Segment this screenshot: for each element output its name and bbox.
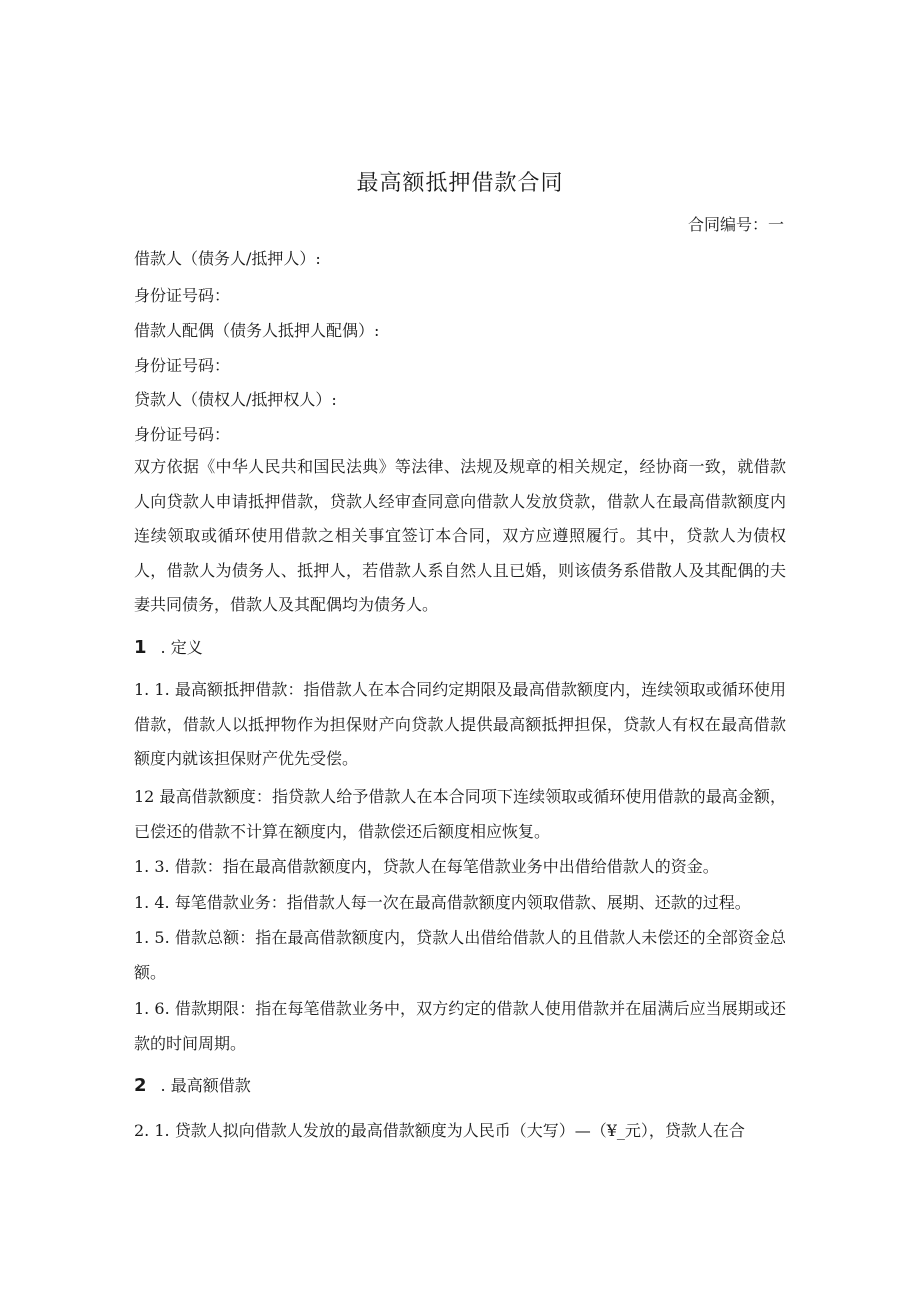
section-1-heading <box>134 635 203 658</box>
section-1-number: 1 <box>134 637 147 658</box>
clause-1-2: 12 最高借款额度：指贷款人给予借款人在本合同项下连续领取或循环使用借款的最高金额，已偿还的借款不计算在额度内，借款偿还后额度相应恢复。 <box>134 787 786 841</box>
section-2-heading <box>134 1073 251 1096</box>
section-2-label: . 最高额借款 <box>160 1076 251 1095</box>
clause-1-6: 1. 6. 借款期限：指在每笔借款业务中，双方约定的借款人使用借款并在届满后应当展期或还款的时间周期。 <box>134 999 786 1053</box>
borrower-spouse-line: 借款人配偶（债务人抵押人配偶）: <box>134 321 380 340</box>
lender-id-line: 身份证号码： <box>134 425 231 444</box>
clause-1-3: 1. 3. 借款：指在最高借款额度内，贷款人在每笔借款业务中出借给借款人的资金。 <box>134 857 719 876</box>
clause-1-4: 1. 4. 每笔借款业务：指借款人每一次在最高借款额度内领取借款、展期、还款的过程。 <box>134 893 751 912</box>
lender-line: 贷款人（债权人/抵押权人）: <box>134 390 337 409</box>
intro-paragraph: 双方依据《中华人民共和国民法典》等法律、法规及规章的相关规定，经协商一致，就借款人向贷款人申请抵押借款，贷款人经审查同意向借款人发放贷款，借款人在最高借款额度内连续领取或循环使用借款之相关事宜签订本合同，双方应遵照履行。其中，贷款人为债权人，借款人为债务人、抵押人，若借款人系自然人且已婚，则该债务系借散人及其配偶的夫妻共同债务，借款人及其配偶均为债务人。 <box>134 457 786 614</box>
clause-2-1: 2. 1. 贷款人拟向借款人发放的最高借款额度为人民币（大写）—（¥_元），贷款人在合 <box>134 1121 745 1140</box>
section-1-label: . 定义 <box>160 638 203 657</box>
clause-1-5: 1. 5. 借款总额：指在最高借款额度内，贷款人出借给借款人的且借款人未偿还的全部资金总额。 <box>134 928 786 982</box>
borrower-id-line: 身份证号码： <box>134 286 231 305</box>
clause-1-1: 1. 1. 最高额抵押借款：指借款人在本合同约定期限及最高借款额度内，连续领取或循环使用借款，借款人以抵押物作为担保财产向贷款人提供最高额抵押担保，贷款人有权在最高借款额度内就该担保财产优先受偿。 <box>134 680 786 768</box>
spouse-id-line: 身份证号码： <box>134 356 231 375</box>
contract-number: 合同编号：一 <box>687 215 784 234</box>
section-2-number: 2 <box>134 1075 147 1096</box>
contract-title: 最高额抵押借款合同 <box>356 171 564 196</box>
borrower-line: 借款人（债务人/抵押人）: <box>134 249 321 268</box>
